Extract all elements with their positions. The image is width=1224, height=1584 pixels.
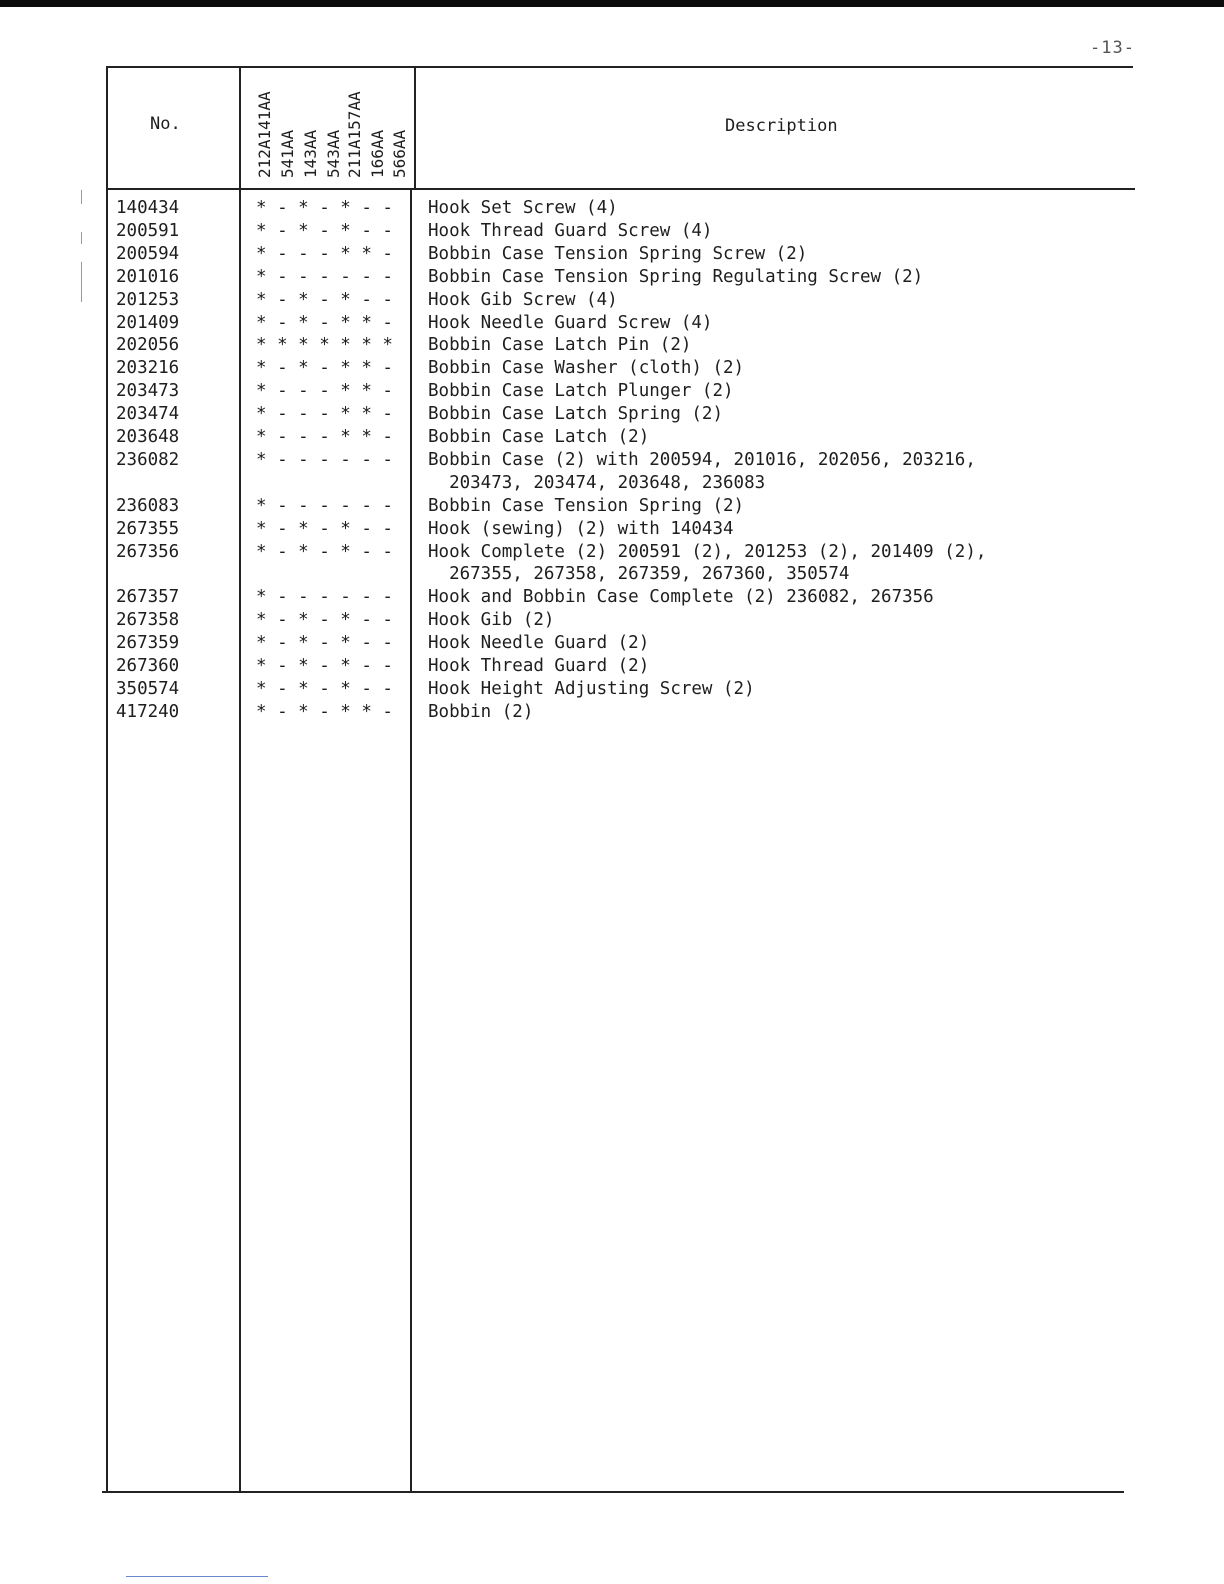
model-applicability: * - - - - - - xyxy=(256,587,393,608)
scan-margin-mark xyxy=(81,190,82,204)
part-number: 202056 xyxy=(116,335,180,356)
part-number: 236083 xyxy=(116,495,180,516)
model-applicability: * - - - * * - xyxy=(256,404,393,425)
part-number: 201016 xyxy=(116,266,180,287)
scan-margin-mark xyxy=(81,232,82,244)
part-description: Bobbin Case Latch Spring (2) xyxy=(428,404,724,425)
part-description: Bobbin (2) xyxy=(428,701,534,722)
part-number: 267356 xyxy=(116,541,180,562)
column-header-description: Description xyxy=(725,116,838,136)
model-applicability: * - * - * - - xyxy=(256,518,393,539)
part-description: Hook Gib Screw (4) xyxy=(428,289,618,310)
model-applicability: * - * - * * - xyxy=(256,701,393,722)
part-number: 203648 xyxy=(116,427,180,447)
part-number: 236082 xyxy=(116,449,180,470)
model-applicability: * - * - * * - xyxy=(256,358,393,379)
part-description: Hook Needle Guard Screw (4) xyxy=(428,312,713,333)
part-number: 203216 xyxy=(116,358,180,379)
part-description: Bobbin Case Tension Spring (2) xyxy=(428,495,745,516)
part-number: 417240 xyxy=(116,701,180,722)
part-description: 203473, 203474, 203648, 236083 xyxy=(428,472,766,493)
model-applicability: * - - - - - - xyxy=(256,449,393,470)
part-number: 200591 xyxy=(116,220,180,241)
no-column-rule xyxy=(239,66,241,1492)
part-description: Bobbin Case Tension Spring Regulating Screw (2) xyxy=(428,266,924,287)
part-description: Hook Set Screw (4) xyxy=(428,198,618,218)
column-header-no: No. xyxy=(150,114,181,134)
part-number: 350574 xyxy=(116,678,180,699)
model-applicability: * - * - * - - xyxy=(256,656,393,676)
model-header: 543AA xyxy=(324,129,343,178)
part-number: 140434 xyxy=(116,198,180,218)
part-number: 267358 xyxy=(116,610,180,631)
part-description: Bobbin Case Latch Pin (2) xyxy=(428,335,692,356)
model-applicability: * - - - - - - xyxy=(256,266,393,287)
description-column-rule xyxy=(410,188,412,1492)
part-description: Bobbin Case Latch (2) xyxy=(428,427,650,447)
page-number: -13- xyxy=(1090,38,1135,58)
model-header: 143AA xyxy=(301,129,320,178)
model-applicability: * - - - * * - xyxy=(256,243,393,264)
part-description: Hook Thread Guard (2) xyxy=(428,656,650,676)
model-header: 541AA xyxy=(278,129,297,178)
part-description: Bobbin Case Washer (cloth) (2) xyxy=(428,358,745,379)
model-header: 212A141AA xyxy=(255,91,274,178)
scan-margin-mark xyxy=(81,262,82,302)
model-header: 166AA xyxy=(368,129,387,178)
part-number: 267359 xyxy=(116,633,180,654)
part-number: 267355 xyxy=(116,518,180,539)
model-applicability: * - * - * - - xyxy=(256,198,393,218)
scan-bottom-mark xyxy=(126,1576,268,1577)
model-applicability: * - - - * * - xyxy=(256,427,393,447)
model-applicability: * - - - * * - xyxy=(256,381,393,402)
model-applicability: * - * - * * - xyxy=(256,312,393,333)
model-applicability: * - * - * - - xyxy=(256,220,393,241)
part-number: 203474 xyxy=(116,404,180,425)
part-description: Hook Thread Guard Screw (4) xyxy=(428,220,713,241)
model-applicability: * * * * * * * xyxy=(256,335,393,356)
model-applicability: * - * - * - - xyxy=(256,541,393,562)
part-number: 267357 xyxy=(116,587,180,608)
model-applicability: * - * - * - - xyxy=(256,610,393,631)
model-applicability: * - * - * - - xyxy=(256,289,393,310)
part-description: Hook Height Adjusting Screw (2) xyxy=(428,678,755,699)
part-number: 267360 xyxy=(116,656,180,676)
part-description: 267355, 267358, 267359, 267360, 350574 xyxy=(428,564,850,585)
part-description: Hook Complete (2) 200591 (2), 201253 (2), 201409 (2), xyxy=(428,541,987,562)
part-number: 203473 xyxy=(116,381,180,402)
table-left-rule xyxy=(106,66,108,1492)
part-description: Bobbin Case Tension Spring Screw (2) xyxy=(428,243,808,264)
table-bottom-rule xyxy=(102,1491,1124,1493)
part-description: Hook Needle Guard (2) xyxy=(428,633,650,654)
header-bottom-rule xyxy=(107,188,1135,190)
part-number: 201409 xyxy=(116,312,180,333)
scan-top-border xyxy=(0,0,1224,7)
part-number: 201253 xyxy=(116,289,180,310)
model-header: 566AA xyxy=(390,129,409,178)
part-number: 200594 xyxy=(116,243,180,264)
part-description: Hook and Bobbin Case Complete (2) 236082, 267356 xyxy=(428,587,934,608)
model-applicability: * - - - - - - xyxy=(256,495,393,516)
part-description: Bobbin Case (2) with 200594, 201016, 202056, 203216, xyxy=(428,449,976,470)
model-applicability: * - * - * - - xyxy=(256,678,393,699)
models-column-rule xyxy=(414,66,416,190)
model-header: 211A157AA xyxy=(345,91,364,178)
part-description: Bobbin Case Latch Plunger (2) xyxy=(428,381,734,402)
model-applicability: * - * - * - - xyxy=(256,633,393,654)
part-description: Hook Gib (2) xyxy=(428,610,555,631)
part-description: Hook (sewing) (2) with 140434 xyxy=(428,518,734,539)
